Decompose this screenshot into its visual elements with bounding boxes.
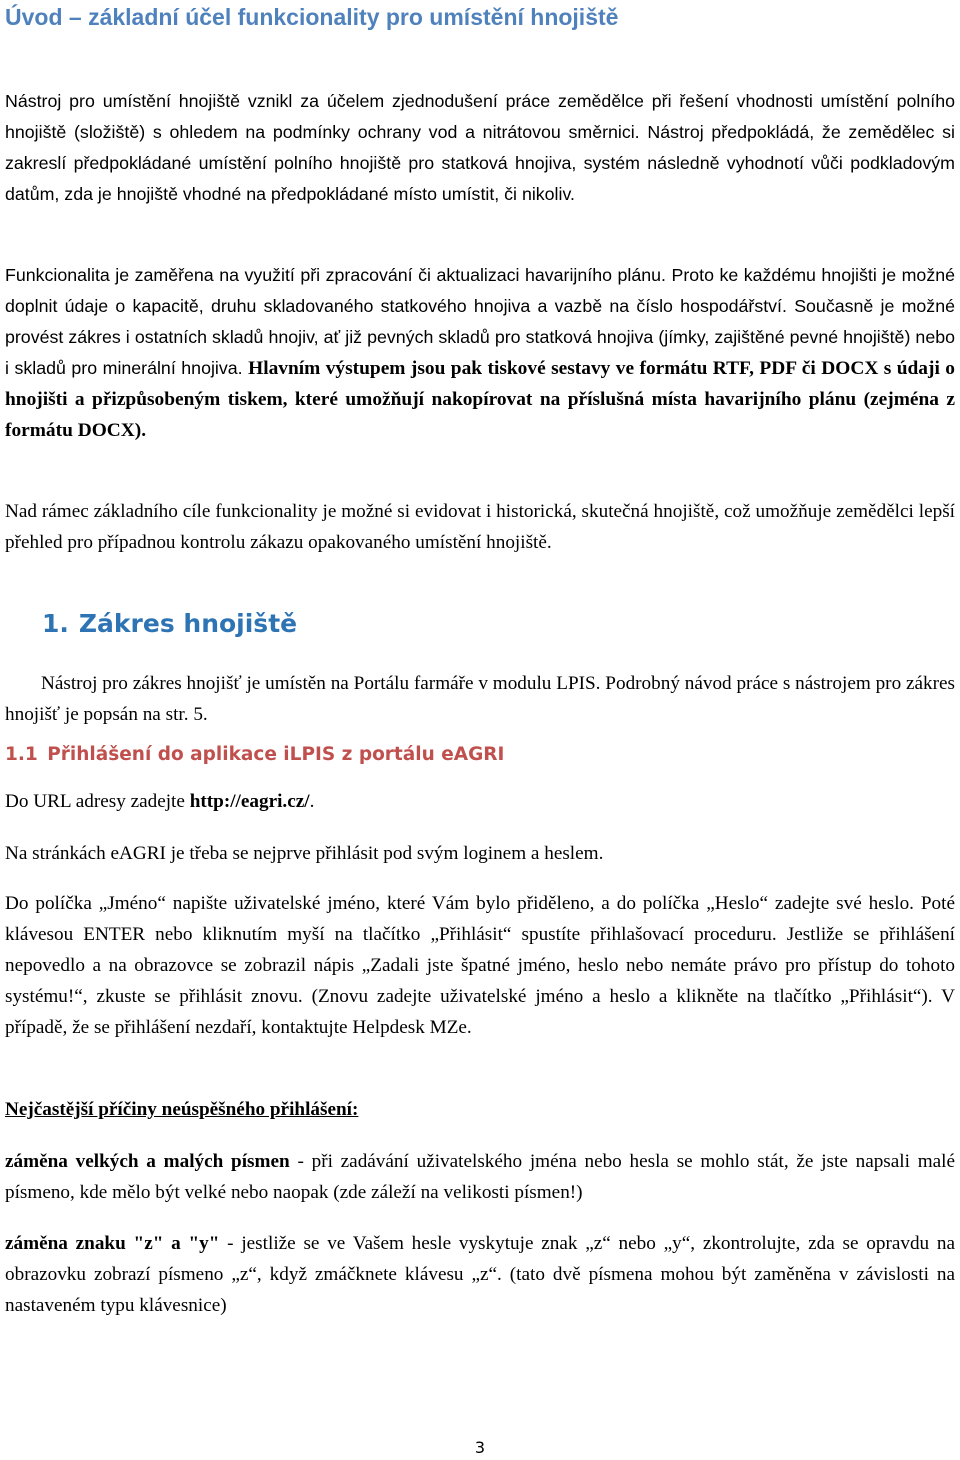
causes-heading bbox=[5, 1094, 955, 1125]
eagri-url-link[interactable]: http://eagri.cz/ bbox=[189, 791, 310, 812]
section-1-1-number: 1.1 bbox=[5, 744, 38, 765]
url-prefix: Do URL adresy zadejte bbox=[5, 791, 190, 812]
intro-paragraph-1 bbox=[5, 86, 955, 210]
intro-heading: Úvod – základní účel funkcionality pro umístění hnojiště bbox=[5, 4, 619, 30]
intro-paragraph-3: Nad rámec základního cíle funkcionality je možné si evidovat i historická, skutečná hnojiště, což umožňuje zemědělci lepší přehled pro případnou kontrolu zákazu opakovaného umístění hnojiště. bbox=[5, 501, 955, 553]
section-1-text: Nástroj pro zákres hnojišť je umístěn na Portálu farmáře v modulu LPIS. Podrobný návod práce s nástrojem pro zákres hnojišť je popsán na str. 5. bbox=[5, 673, 955, 725]
cause-2 bbox=[5, 1228, 955, 1321]
cause-1-bold: záměna velkých a malých písmen bbox=[5, 1151, 290, 1172]
cause-1 bbox=[5, 1146, 955, 1208]
login-paragraph: Na stránkách eAGRI je třeba se nejprve přihlásit pod svým loginem a heslem. bbox=[5, 843, 604, 864]
section-1-title: Zákres hnojiště bbox=[78, 609, 298, 638]
cause-2-bold: záměna znaku "z" a "y" bbox=[5, 1233, 220, 1254]
cause-1-text: - při zadávání uživatelského jména nebo hesla se mohlo stát, že jste napsali malé písmeno, kde mělo být velké nebo naopak (zde záleží na velikosti písmen!) bbox=[5, 1151, 955, 1203]
intro-p2-bold: Hlavním výstupem jsou pak tiskové sestavy ve formátu RTF, PDF či DOCX s údaji o hnojišti a přizpůsobeným tiskem, které umožňují nakopírovat na příslušná místa havarijního plánu (zejména z formátu DOCX). bbox=[5, 358, 955, 441]
page-number: 3 bbox=[474, 1438, 486, 1457]
url-paragraph bbox=[5, 786, 955, 817]
section-1-number: 1. bbox=[42, 609, 69, 638]
causes-heading-text: Nejčastější příčiny neúspěšného přihlášení: bbox=[5, 1099, 359, 1120]
url-suffix: . bbox=[309, 791, 315, 812]
intro-p2-sentence-2: Proto ke každému hnojišti je možné doplnit údaje o kapacitě, druhu skladovaného statkového hnojiva a vazbě na číslo hospodářství. bbox=[5, 265, 955, 316]
section-1-1-heading bbox=[5, 744, 504, 765]
intro-p2-sentence-3: Současně je možné provést zákres i ostatních skladů hnojiv, ať již pevných skladů pro statková hnojiva (jímky, zajištěné pevné hnojiště) nebo i skladů pro minerální hnojiva. bbox=[5, 296, 955, 378]
intro-p2-sentence-1: Funkcionalita je zaměřena na využití při zpracování či aktualizaci havarijního plánu. bbox=[5, 265, 666, 285]
intro-p1-sentence-1: Nástroj pro umístění hnojiště vznikl za účelem zjednodušení práce zemědělce při řešení vhodnosti umístění polního hnojiště (složiště) s ohledem na podmínky ochrany vod a nitrátovou směrnici. bbox=[5, 91, 955, 142]
intro-paragraph-2 bbox=[5, 260, 955, 446]
section-1-1-title: Přihlášení do aplikace iLPIS z portálu eAGRI bbox=[47, 744, 505, 765]
login-instructions: Do políčka „Jméno“ napište uživatelské jméno, které Vám bylo přiděleno, a do políčka „Heslo“ zadejte své heslo. Poté klávesou ENTER nebo kliknutím myší na tlačítko „Přihlásit“ spustíte přihlašovací proceduru. Jestliže se přihlášení nepovedlo a na obrazovce se zobrazil nápis „Zadali jste špatné jméno, heslo nebo nemáte právo pro přístup do tohoto systému!“, zkuste se přihlásit znovu. (Znovu zadejte uživatelské jméno a heslo a klikněte na tlačítko „Přihlásit“). V případě, že se přihlášení nezdaří, kontaktujte Helpdesk MZe. bbox=[5, 893, 955, 1038]
section-1-heading bbox=[42, 609, 297, 638]
cause-2-text: - jestliže se ve Vašem hesle vyskytuje znak „z“ nebo „y“, zkontrolujte, zda se opravdu na obrazovku zobrazí písmeno „z“, když zmáčknete klávesu „z“. (tato dvě písmena mohou být zaměněna v závislosti na nastaveném typu klávesnice) bbox=[5, 1233, 956, 1316]
intro-p1-sentence-2: Nástroj předpokládá, že zemědělec si zakreslí předpokládané umístění polního hnojiště pro statková hnojiva, systém následně vyhodnotí vůči podkladovým datům, zda je hnojiště vhodné na předpokládané místo umístit, či nikoliv. bbox=[5, 122, 955, 204]
